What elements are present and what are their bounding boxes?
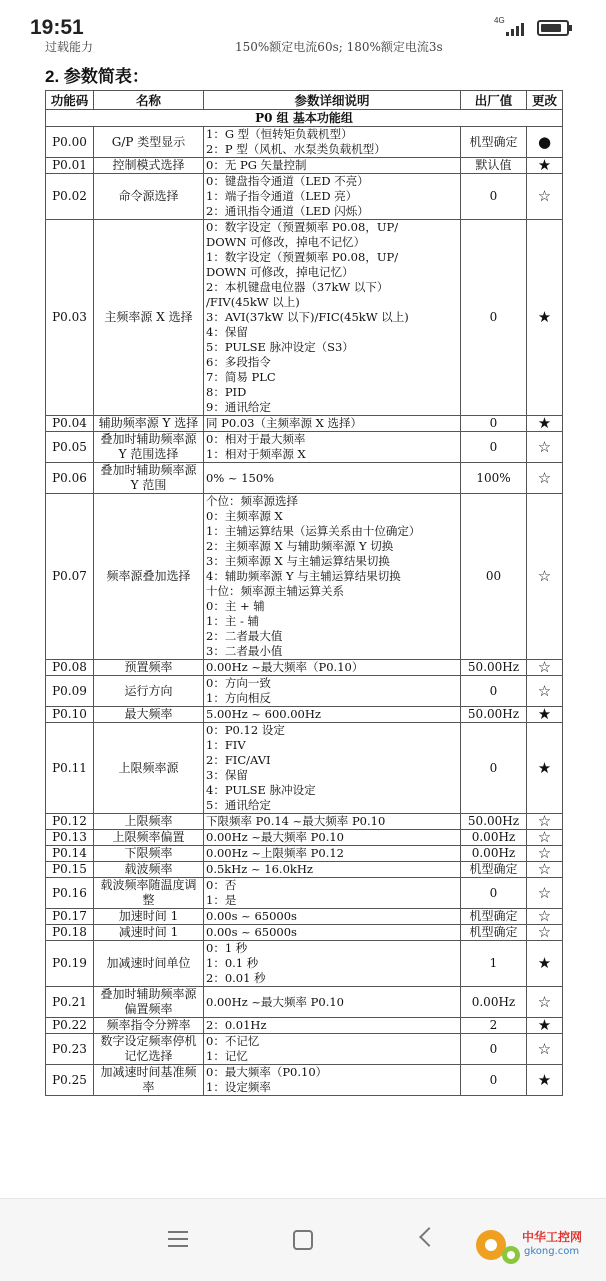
description-line: 1：主 - 辅 — [206, 614, 260, 628]
param-name: 数字设定频率停机记忆选择 — [94, 1034, 204, 1065]
param-change-icon: ★ — [527, 1018, 563, 1034]
param-name: 下限频率 — [94, 846, 204, 862]
description-line: 1：相对于频率源 X — [206, 447, 306, 461]
param-change-icon: ☆ — [527, 814, 563, 830]
description-line: 0：数字设定（预置频率 P0.08，UP/ — [206, 220, 399, 234]
param-change-icon: ☆ — [527, 432, 563, 463]
status-time: 19:51 — [30, 16, 84, 39]
description-line: 0：相对于最大频率 — [206, 432, 306, 446]
cutoff-previous-row: 过载能力 150%额定电流60s; 180%额定电流3s — [45, 40, 443, 54]
table-row — [46, 158, 563, 174]
table-row — [46, 174, 563, 220]
description-line: 1：G 型（恒转矩负载机型） — [206, 127, 353, 141]
table-row — [46, 127, 563, 158]
param-name: 叠加时辅助频率源 Y 范围选择 — [94, 432, 204, 463]
param-change-icon: ★ — [527, 1065, 563, 1096]
param-default: 2 — [461, 1018, 527, 1034]
param-code: P0.08 — [46, 660, 94, 676]
description-line: 1：0.1 秒 — [206, 956, 259, 970]
param-default: 0 — [461, 416, 527, 432]
description-line: 1：方向相反 — [206, 691, 271, 705]
param-description — [204, 909, 461, 925]
param-description — [204, 878, 461, 909]
param-description — [204, 1065, 461, 1096]
table-row — [46, 707, 563, 723]
description-line: 0：否 — [206, 878, 237, 892]
description-line: 3：二者最小值 — [206, 644, 283, 658]
param-description — [204, 432, 461, 463]
table-row — [46, 220, 563, 416]
param-description — [204, 676, 461, 707]
description-line: 3：主频率源 X 与主辅运算结果切换 — [206, 554, 390, 568]
param-name: 减速时间 1 — [94, 925, 204, 941]
description-line: 9：通讯给定 — [206, 400, 271, 414]
param-code: P0.02 — [46, 174, 94, 220]
description-line: 下限频率 P0.14 ~最大频率 P0.10 — [206, 814, 386, 828]
description-line: /FIV(45kW 以上) — [206, 295, 300, 309]
param-code: P0.11 — [46, 723, 94, 814]
table-row — [46, 814, 563, 830]
param-code: P0.00 — [46, 127, 94, 158]
small-gear-icon — [502, 1246, 520, 1264]
description-line: 十位：频率源主辅运算关系 — [206, 584, 344, 598]
param-code: P0.19 — [46, 941, 94, 987]
param-name: 预置频率 — [94, 660, 204, 676]
param-name: 载波频率 — [94, 862, 204, 878]
description-line: DOWN 可修改，掉电记忆） — [206, 265, 354, 279]
table-row — [46, 862, 563, 878]
table-row — [46, 1065, 563, 1096]
param-description — [204, 862, 461, 878]
param-change-icon: ☆ — [527, 862, 563, 878]
param-default: 0 — [461, 1034, 527, 1065]
param-description — [204, 494, 461, 660]
param-change-icon: ☆ — [527, 925, 563, 941]
param-code: P0.05 — [46, 432, 94, 463]
param-change-icon: ☆ — [527, 174, 563, 220]
table-row — [46, 660, 563, 676]
menu-icon[interactable] — [168, 1231, 188, 1247]
description-line: 2：二者最大值 — [206, 629, 283, 643]
param-default: 0.00Hz — [461, 846, 527, 862]
description-line: 4：辅助频率源 Y 与主辅运算结果切换 — [206, 569, 401, 583]
description-line: 0：最大频率（P0.10） — [206, 1065, 328, 1079]
param-name: 叠加时辅助频率源 Y 范围 — [94, 463, 204, 494]
description-line: 4：PULSE 脉冲设定 — [206, 783, 316, 797]
param-default: 机型确定 — [461, 862, 527, 878]
description-line: 1：设定频率 — [206, 1080, 271, 1094]
description-line: 1：FIV — [206, 738, 246, 752]
param-change-icon: ★ — [527, 220, 563, 416]
param-default: 50.00Hz — [461, 707, 527, 723]
param-description — [204, 1018, 461, 1034]
param-name: 载波频率随温度调整 — [94, 878, 204, 909]
param-change-icon: ☆ — [527, 494, 563, 660]
description-line: 同 P0.03（主频率源 X 选择） — [206, 416, 362, 430]
description-line: 3：AVI(37kW 以下)/FIC(45kW 以上) — [206, 310, 409, 324]
param-change-icon: ★ — [527, 416, 563, 432]
description-line: 0：主频率源 X — [206, 509, 283, 523]
param-description — [204, 707, 461, 723]
param-name: 辅助频率源 Y 选择 — [94, 416, 204, 432]
header-change: 更改 — [527, 91, 563, 110]
param-change-icon: ☆ — [527, 463, 563, 494]
home-icon[interactable] — [293, 1230, 313, 1250]
description-line: 0.00Hz ~最大频率（P0.10） — [206, 660, 364, 674]
param-name: 上限频率 — [94, 814, 204, 830]
table-row — [46, 1034, 563, 1065]
description-line: 0：1 秒 — [206, 941, 248, 955]
param-default: 50.00Hz — [461, 814, 527, 830]
group-title: P0 组 基本功能组 — [46, 110, 563, 127]
param-default: 1 — [461, 941, 527, 987]
description-line: 2：FIC/AVI — [206, 753, 271, 767]
param-description — [204, 127, 461, 158]
header-default: 出厂值 — [461, 91, 527, 110]
param-description — [204, 416, 461, 432]
param-default: 0 — [461, 723, 527, 814]
param-change-icon: ☆ — [527, 878, 563, 909]
description-line: 2：0.01Hz — [206, 1018, 267, 1032]
param-change-icon: ☆ — [527, 660, 563, 676]
description-line: 2：通讯指令通道（LED 闪烁） — [206, 204, 369, 218]
table-row — [46, 463, 563, 494]
param-change-icon: ☆ — [527, 846, 563, 862]
description-line: 2：0.01 秒 — [206, 971, 266, 985]
param-code: P0.14 — [46, 846, 94, 862]
param-default: 机型确定 — [461, 127, 527, 158]
param-default: 00 — [461, 494, 527, 660]
header-description: 参数详细说明 — [204, 91, 461, 110]
param-code: P0.01 — [46, 158, 94, 174]
table-row — [46, 941, 563, 987]
param-name: 加减速时间基准频率 — [94, 1065, 204, 1096]
description-line: 0% ~ 150% — [206, 470, 275, 485]
description-line: 1：数字设定（预置频率 P0.08，UP/ — [206, 250, 399, 264]
description-line: 1：是 — [206, 893, 237, 907]
watermark-url: gkong.com — [524, 1246, 580, 1257]
param-default: 50.00Hz — [461, 660, 527, 676]
table-row — [46, 987, 563, 1018]
param-default: 0.00Hz — [461, 830, 527, 846]
table-row — [46, 1018, 563, 1034]
param-name: 主频率源 X 选择 — [94, 220, 204, 416]
description-line: 2：本机键盘电位器（37kW 以下） — [206, 280, 389, 294]
table-row — [46, 723, 563, 814]
param-default: 0 — [461, 220, 527, 416]
param-name: 加减速时间单位 — [94, 941, 204, 987]
description-line: 4：保留 — [206, 325, 248, 339]
param-description — [204, 846, 461, 862]
description-line: 0：主 + 辅 — [206, 599, 265, 613]
description-line: 5：PULSE 脉冲设定（S3） — [206, 340, 354, 354]
description-line: 0：P0.12 设定 — [206, 723, 285, 737]
table-header-row — [46, 91, 563, 110]
param-code: P0.17 — [46, 909, 94, 925]
description-line: 6：多段指令 — [206, 355, 271, 369]
param-name: 运行方向 — [94, 676, 204, 707]
description-line: 1：端子指令通道（LED 亮） — [206, 189, 358, 203]
description-line: 0：不记忆 — [206, 1034, 260, 1048]
param-default: 100% — [461, 463, 527, 494]
param-default: 0 — [461, 432, 527, 463]
group-row — [46, 110, 563, 127]
param-description — [204, 220, 461, 416]
param-change-icon: ☆ — [527, 987, 563, 1018]
description-line: 0.00s ~ 65000s — [206, 925, 297, 939]
description-line: 3：保留 — [206, 768, 248, 782]
description-line: 1：记忆 — [206, 1049, 248, 1063]
param-default: 默认值 — [461, 158, 527, 174]
param-default: 机型确定 — [461, 909, 527, 925]
param-code: P0.22 — [46, 1018, 94, 1034]
description-line: 0.00Hz ~上限频率 P0.12 — [206, 846, 344, 860]
table-row — [46, 676, 563, 707]
param-code: P0.06 — [46, 463, 94, 494]
description-line: 个位：频率源选择 — [206, 494, 298, 508]
description-line: 1：主辅运算结果（运算关系由十位确定） — [206, 524, 421, 538]
param-name: 上限频率源 — [94, 723, 204, 814]
description-line: DOWN 可修改，掉电不记忆） — [206, 235, 366, 249]
table-row — [46, 878, 563, 909]
header-name: 名称 — [94, 91, 204, 110]
description-line: 8：PID — [206, 385, 247, 399]
param-code: P0.23 — [46, 1034, 94, 1065]
param-name: 加速时间 1 — [94, 909, 204, 925]
param-description — [204, 987, 461, 1018]
param-change-icon: ☆ — [527, 1034, 563, 1065]
table-row — [46, 432, 563, 463]
param-code: P0.12 — [46, 814, 94, 830]
watermark-title: 中华工控网 — [522, 1230, 583, 1244]
param-code: P0.04 — [46, 416, 94, 432]
param-name: 最大频率 — [94, 707, 204, 723]
description-line: 0：无 PG 矢量控制 — [206, 158, 307, 172]
description-line: 0.00Hz ~最大频率 P0.10 — [206, 830, 344, 844]
param-description — [204, 660, 461, 676]
header-code: 功能码 — [46, 91, 94, 110]
section-title: 2. 参数简表： — [45, 67, 149, 86]
param-change-icon: ● — [527, 127, 563, 158]
param-change-icon: ★ — [527, 941, 563, 987]
parameter-table — [45, 90, 563, 1096]
network-type: 4G — [494, 16, 505, 25]
description-line: 5.00Hz ~ 600.00Hz — [206, 707, 321, 721]
param-change-icon: ★ — [527, 723, 563, 814]
table-row — [46, 909, 563, 925]
param-description — [204, 463, 461, 494]
param-code: P0.07 — [46, 494, 94, 660]
description-line: 0.5kHz ~ 16.0kHz — [206, 862, 313, 876]
param-change-icon: ☆ — [527, 909, 563, 925]
description-line: 0.00Hz ~最大频率 P0.10 — [206, 994, 344, 1009]
param-description — [204, 174, 461, 220]
param-name: 上限频率偏置 — [94, 830, 204, 846]
description-line: 2：主频率源 X 与辅助频率源 Y 切换 — [206, 539, 394, 553]
param-description — [204, 830, 461, 846]
param-code: P0.15 — [46, 862, 94, 878]
param-code: P0.18 — [46, 925, 94, 941]
description-line: 2：P 型（风机、水泵类负载机型） — [206, 142, 386, 156]
table-row — [46, 416, 563, 432]
param-code: P0.21 — [46, 987, 94, 1018]
param-name: 命令源选择 — [94, 174, 204, 220]
table-row — [46, 846, 563, 862]
param-description — [204, 1034, 461, 1065]
parameter-table-viewport[interactable] — [45, 90, 563, 1198]
status-bar — [0, 0, 606, 58]
table-row — [46, 830, 563, 846]
param-description — [204, 158, 461, 174]
param-default: 0 — [461, 1065, 527, 1096]
param-change-icon: ☆ — [527, 676, 563, 707]
param-default: 0 — [461, 174, 527, 220]
param-description — [204, 925, 461, 941]
description-line: 0：方向一致 — [206, 676, 271, 690]
table-row — [46, 494, 563, 660]
param-name: 频率指令分辨率 — [94, 1018, 204, 1034]
param-code: P0.13 — [46, 830, 94, 846]
param-default: 0 — [461, 878, 527, 909]
param-code: P0.09 — [46, 676, 94, 707]
param-change-icon: ★ — [527, 158, 563, 174]
param-change-icon: ☆ — [527, 830, 563, 846]
description-line: 0.00s ~ 65000s — [206, 909, 297, 923]
description-line: 7：简易 PLC — [206, 370, 276, 384]
param-description — [204, 941, 461, 987]
param-change-icon: ★ — [527, 707, 563, 723]
param-code: P0.03 — [46, 220, 94, 416]
param-code: P0.10 — [46, 707, 94, 723]
watermark-logo — [470, 1222, 600, 1272]
param-description — [204, 723, 461, 814]
back-icon[interactable] — [419, 1227, 439, 1247]
param-name: 频率源叠加选择 — [94, 494, 204, 660]
param-description — [204, 814, 461, 830]
param-default: 0 — [461, 676, 527, 707]
param-name: 控制模式选择 — [94, 158, 204, 174]
param-code: P0.16 — [46, 878, 94, 909]
param-code: P0.25 — [46, 1065, 94, 1096]
param-name: 叠加时辅助频率源偏置频率 — [94, 987, 204, 1018]
param-default: 机型确定 — [461, 925, 527, 941]
description-line: 0：键盘指令通道（LED 不亮） — [206, 174, 369, 188]
table-row — [46, 925, 563, 941]
description-line: 5：通讯给定 — [206, 798, 271, 812]
param-default: 0.00Hz — [461, 987, 527, 1018]
param-name: G/P 类型显示 — [94, 127, 204, 158]
